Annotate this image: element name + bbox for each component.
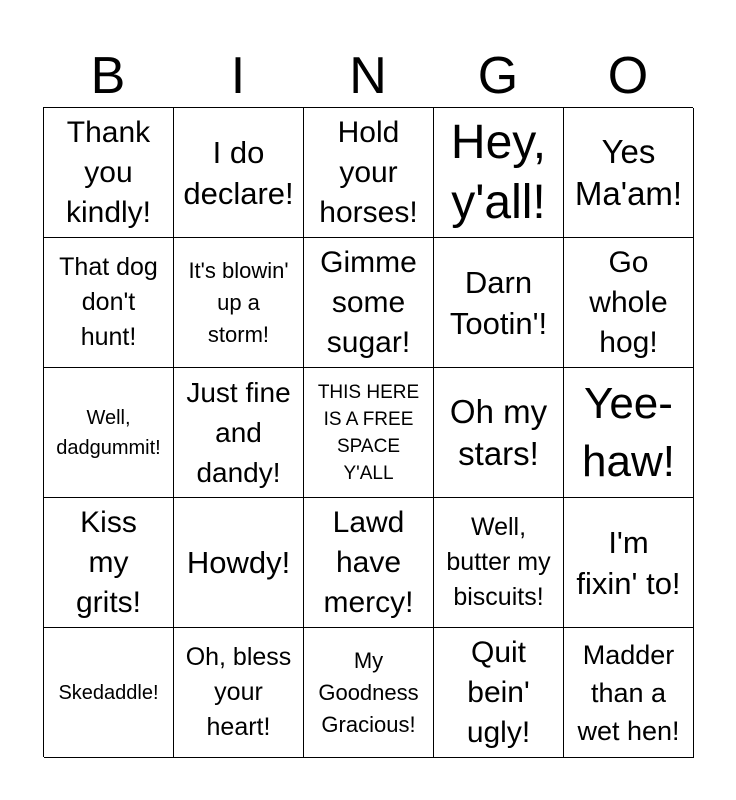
bingo-cell-text: Skedaddle!: [58, 681, 159, 704]
bingo-cell-text: I'm fixin' to!: [576, 524, 681, 601]
bingo-cell[interactable]: [564, 498, 694, 628]
bingo-cell-text: Madder than a wet hen!: [577, 639, 680, 746]
bingo-cell-text: I do declare!: [183, 134, 294, 211]
header-letter-g: G: [477, 47, 519, 105]
bingo-cell[interactable]: [44, 108, 174, 238]
bingo-cell-text: Oh, bless your heart!: [185, 643, 292, 741]
bingo-cell-text: Howdy!: [186, 545, 291, 580]
bingo-cell[interactable]: [304, 238, 434, 368]
bingo-cell[interactable]: [174, 108, 304, 238]
bingo-cell-text: That dog don't hunt!: [59, 253, 158, 351]
bingo-header: [43, 40, 693, 106]
bingo-cell-text: It's blowin' up a storm!: [188, 257, 289, 347]
bingo-cell[interactable]: [434, 368, 564, 498]
bingo-cell-text: Kiss my grits!: [75, 505, 141, 619]
bingo-cell-text: Gimme some sugar!: [320, 245, 417, 359]
header-letter-b: B: [90, 47, 126, 105]
bingo-cell[interactable]: [174, 368, 304, 498]
bingo-cell[interactable]: [304, 498, 434, 628]
bingo-cell-text: THIS HERE IS A FREE SPACE Y'ALL: [317, 381, 420, 484]
bingo-cell[interactable]: [434, 238, 564, 368]
bingo-cell[interactable]: [564, 628, 694, 758]
bingo-cell[interactable]: [564, 238, 694, 368]
bingo-cell-text: Just fine and dandy!: [186, 376, 291, 488]
bingo-cell-text: Quit bein' ugly!: [466, 635, 531, 749]
header-letter-n: N: [349, 47, 387, 105]
bingo-cell[interactable]: [434, 498, 564, 628]
bingo-cell[interactable]: [44, 628, 174, 758]
bingo-cell[interactable]: [174, 238, 304, 368]
header-letter-o: O: [607, 47, 649, 105]
bingo-cell-text: Hold your horses!: [319, 115, 418, 229]
bingo-cell[interactable]: [564, 108, 694, 238]
bingo-cell[interactable]: [304, 108, 434, 238]
bingo-cell[interactable]: [304, 368, 434, 498]
bingo-cell[interactable]: [44, 498, 174, 628]
bingo-cell[interactable]: [44, 368, 174, 498]
bingo-cell-text: Yes Ma'am!: [574, 132, 683, 212]
bingo-cell-text: My Goodness Gracious!: [318, 647, 419, 737]
bingo-cell-text: Well, dadgummit!: [56, 406, 161, 459]
bingo-board: [43, 107, 693, 757]
header-letter-i: I: [230, 47, 246, 105]
bingo-cell-text: Thank you kindly!: [65, 115, 152, 229]
bingo-cell-text: Go whole hog!: [589, 245, 668, 359]
bingo-cell[interactable]: [564, 368, 694, 498]
bingo-cell-text: Well, butter my biscuits!: [446, 513, 551, 611]
bingo-cell[interactable]: [434, 628, 564, 758]
bingo-cell-text: Hey, y'all!: [450, 115, 547, 229]
bingo-cell[interactable]: [434, 108, 564, 238]
bingo-cell[interactable]: [174, 498, 304, 628]
bingo-cell[interactable]: [304, 628, 434, 758]
bingo-cell-text: Yee- haw!: [582, 378, 675, 486]
bingo-cell-text: Oh my stars!: [449, 392, 548, 472]
bingo-cell-text: Lawd have mercy!: [323, 505, 414, 619]
bingo-cell[interactable]: [174, 628, 304, 758]
bingo-cell[interactable]: [44, 238, 174, 368]
bingo-cell-text: Darn Tootin'!: [449, 264, 548, 341]
